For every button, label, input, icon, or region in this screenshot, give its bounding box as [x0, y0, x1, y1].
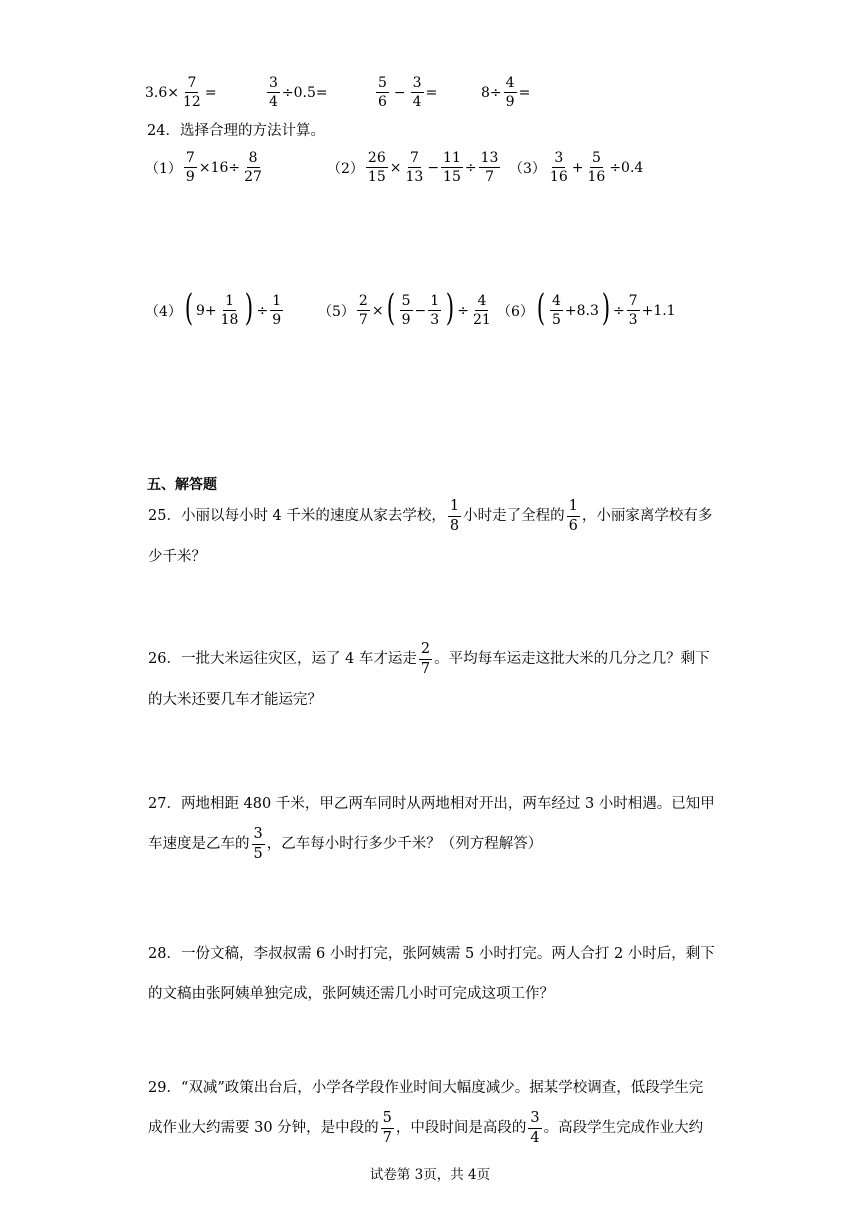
numerator: 3	[412, 75, 422, 91]
q29-text: ，中段时间是高段的	[395, 1119, 527, 1136]
denominator: 12	[183, 94, 201, 110]
q26-text: 26．一批大米运往灾区，运了 4 车才运走	[148, 650, 417, 667]
q28-text: 的文稿由张阿姨单独完成，张阿姨还需几小时可完成这项工作？	[148, 985, 554, 1002]
q27-text: ，乙车每小时行多少千米？（列方程解答）	[266, 835, 543, 852]
calc-text: =	[518, 84, 531, 101]
numerator: 5	[378, 75, 387, 91]
q24-item-6: （6） ( $\frac{4}{5}$ +8.3 ) ÷ $\frac{7}{3}$ +1.1	[497, 287, 676, 329]
q25-text: 25．小丽以每小时 4 千米的速度从家去学校，	[148, 507, 446, 524]
fraction: $\frac{3}{16}$	[549, 150, 568, 185]
q24-item-5: （5） $\frac{2}{7}$ × ( $\frac{5}{9}$ − $\frac{1}{3}$ ) ÷ $\frac{4}{21}$	[318, 287, 491, 329]
item-label: （6）	[497, 303, 534, 320]
q26	[148, 641, 723, 710]
operator: −	[393, 84, 406, 101]
fraction: $\frac{7}{13}$	[405, 150, 424, 185]
fraction: $\frac{8}{27}$	[244, 150, 262, 185]
q25	[148, 498, 723, 567]
denominator: 9	[505, 94, 515, 110]
q25-text: ，小丽家离学校有多	[581, 507, 713, 524]
fraction: $\frac{2}{7}$	[420, 641, 431, 677]
calc-item-2	[265, 76, 328, 109]
fraction	[181, 76, 203, 109]
item-label: （5）	[318, 303, 355, 320]
q24-title: 24．选择合理的方法计算。	[147, 123, 325, 139]
q25-text: 少千米？	[148, 548, 206, 565]
q29-text: 。高段学生完成作业大约	[543, 1119, 704, 1136]
fraction: $\frac{3}{5}$	[253, 826, 263, 862]
numerator: 4	[505, 75, 515, 91]
fraction: $\frac{11}{15}$	[443, 150, 461, 185]
fraction: $\frac{26}{15}$	[367, 150, 386, 185]
fraction: $\frac{1}{9}$	[272, 293, 282, 328]
item-label: （1）	[145, 160, 182, 177]
fraction: $\frac{1}{8}$	[449, 498, 460, 534]
q24-item-2: （2） $\frac{26}{15}$ × $\frac{7}{13}$ − $\frac{11}{15}$ ÷ $\frac{13}{7}$	[327, 150, 499, 185]
fraction	[504, 76, 517, 109]
fraction: $\frac{7}{3}$	[628, 293, 638, 328]
page-footer: 试卷第 3页，共 4页	[369, 1167, 491, 1183]
fraction: $\frac{3}{4}$	[530, 1110, 540, 1146]
fraction: $\frac{5}{9}$	[401, 293, 411, 328]
q24-item-4: （4） ( 9+ $\frac{1}{18}$ ) ÷ $\frac{1}{9}$	[145, 287, 282, 329]
denominator: 4	[269, 94, 278, 110]
fraction: $\frac{4}{5}$	[551, 293, 561, 328]
q28	[148, 944, 723, 1004]
section-title: 五、解答题	[147, 477, 217, 493]
calc-item-4	[481, 76, 530, 109]
calc-item-3	[374, 76, 437, 109]
calc-text: =	[425, 84, 438, 101]
fraction: $\frac{7}{9}$	[185, 150, 195, 185]
fraction	[376, 76, 389, 109]
q26-text: 。平均每车运走这批大米的几分之几？剩下	[434, 650, 710, 667]
item-label: （4）	[145, 303, 182, 320]
q28-text: 28．一份文稿，李叔叔需 6 小时打完，张阿姨需 5 小时打完。两人合打 2 小时后，剩下	[148, 945, 715, 962]
calc-text: 8÷	[481, 84, 502, 101]
q27-text: 车速度是乙车的	[148, 835, 250, 852]
fraction	[411, 76, 424, 109]
q25-text: 小时走了全程的	[463, 507, 565, 524]
calc-item-1	[145, 76, 217, 109]
q29	[148, 1078, 723, 1146]
fraction: $\frac{1}{6}$	[568, 498, 578, 534]
fraction: $\frac{1}{18}$	[220, 293, 239, 328]
denominator: 4	[412, 94, 422, 110]
q24-item-1: （1） $\frac{7}{9}$ ×16÷ $\frac{8}{27}$	[145, 150, 262, 185]
numerator: 7	[187, 75, 197, 91]
q29-text: 29．“双减”政策出台后，小学各学段作业时间大幅度减少。据某学校调查，低段学生完	[148, 1079, 704, 1096]
item-label: （2）	[327, 160, 364, 177]
fraction: $\frac{4}{21}$	[472, 293, 491, 328]
fraction: $\frac{2}{7}$	[358, 293, 368, 328]
fraction: $\frac{1}{3}$	[430, 293, 440, 328]
calc-text: =	[204, 84, 217, 101]
fraction: $\frac{13}{7}$	[480, 150, 499, 185]
numerator: 3	[269, 75, 278, 91]
fraction: $\frac{5}{16}$	[587, 150, 606, 185]
item-label: （3）	[509, 160, 546, 177]
calc-text: ÷0.5=	[281, 84, 328, 101]
denominator: 6	[378, 94, 387, 110]
q29-text: 成作业大约需要 30 分钟，是中段的	[148, 1119, 379, 1136]
calc-text: 3.6×	[145, 84, 179, 101]
q24-item-3: （3） $\frac{3}{16}$ + $\frac{5}{16}$ ÷0.4	[509, 150, 644, 185]
fraction	[267, 76, 280, 109]
q27	[148, 794, 723, 862]
q26-text: 的大米还要几车才能运完？	[148, 691, 322, 708]
fraction: $\frac{5}{7}$	[382, 1110, 392, 1146]
q27-text: 27．两地相距 480 千米，甲乙两车同时从两地相对开出，两车经过 3 小时相遇。已知甲	[148, 795, 715, 812]
